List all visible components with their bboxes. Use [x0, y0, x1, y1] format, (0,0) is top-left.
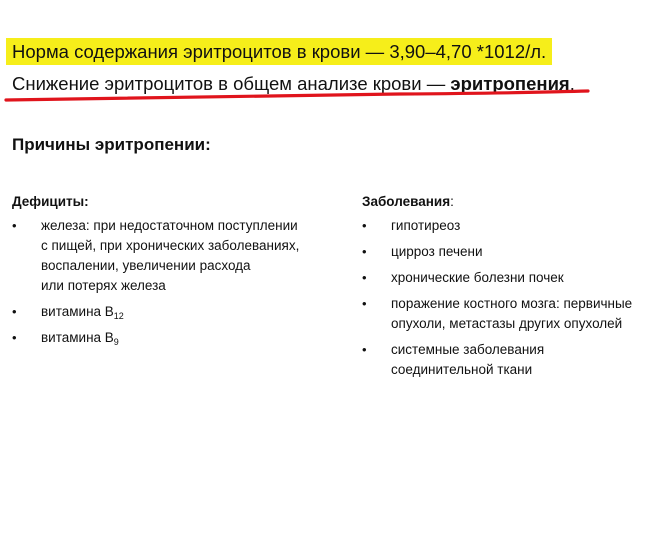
list-item: [362, 294, 652, 334]
list-item-text: цирроз печени: [391, 244, 483, 259]
list-item-text: хронические болезни почек: [391, 270, 564, 285]
decrease-prefix: Снижение эритроцитов в общем анализе крови —: [12, 73, 451, 94]
norm-highlighted-line: [6, 38, 552, 65]
red-underline-stroke: [0, 88, 600, 106]
deficits-list: [12, 216, 342, 348]
list-item-subscript: 9: [113, 337, 119, 347]
bullet-icon: •: [362, 342, 367, 357]
bullet-icon: •: [12, 304, 17, 319]
diseases-title: Заболевания: [362, 194, 451, 209]
causes-heading: Причины эритропении:: [12, 135, 211, 154]
list-item-text: витамина B: [41, 304, 114, 319]
list-item: [362, 340, 652, 380]
list-item: [12, 328, 342, 348]
deficits-column: [12, 192, 342, 354]
decrease-suffix: .: [569, 73, 575, 94]
bullet-icon: •: [12, 330, 17, 345]
deficits-title: Дефициты:: [12, 194, 89, 209]
decrease-term: эритропения: [450, 73, 570, 94]
list-item: [12, 302, 342, 322]
list-item-subscript: 12: [113, 311, 124, 321]
list-item-text: железа: при недостаточном поступлении с пищей, при хронических заболеваниях, воспалении, увеличении расхода или потерях железа: [41, 218, 300, 293]
list-item-text: витамина B: [41, 330, 114, 345]
list-item-text: гипотиреоз: [391, 218, 461, 233]
list-item: [12, 216, 342, 296]
bullet-icon: •: [12, 218, 17, 233]
diseases-title-colon: :: [450, 194, 454, 209]
list-item-text: поражение костного мозга: первичные опухоли, метастазы других опухолей: [391, 296, 633, 331]
bullet-icon: •: [362, 296, 367, 311]
norm-text: Норма содержания эритроцитов в крови — 3,90–4,70 *1012/л.: [12, 41, 547, 62]
diseases-column: [362, 192, 652, 386]
list-item: [362, 216, 652, 236]
list-item: [362, 268, 652, 288]
diseases-title-row: [362, 192, 652, 212]
bullet-icon: •: [362, 218, 367, 233]
bullet-icon: •: [362, 244, 367, 259]
diseases-list: [362, 216, 652, 380]
list-item: [362, 242, 652, 262]
bullet-icon: •: [362, 270, 367, 285]
list-item-text: системные заболевания соединительной ткани: [391, 342, 545, 377]
